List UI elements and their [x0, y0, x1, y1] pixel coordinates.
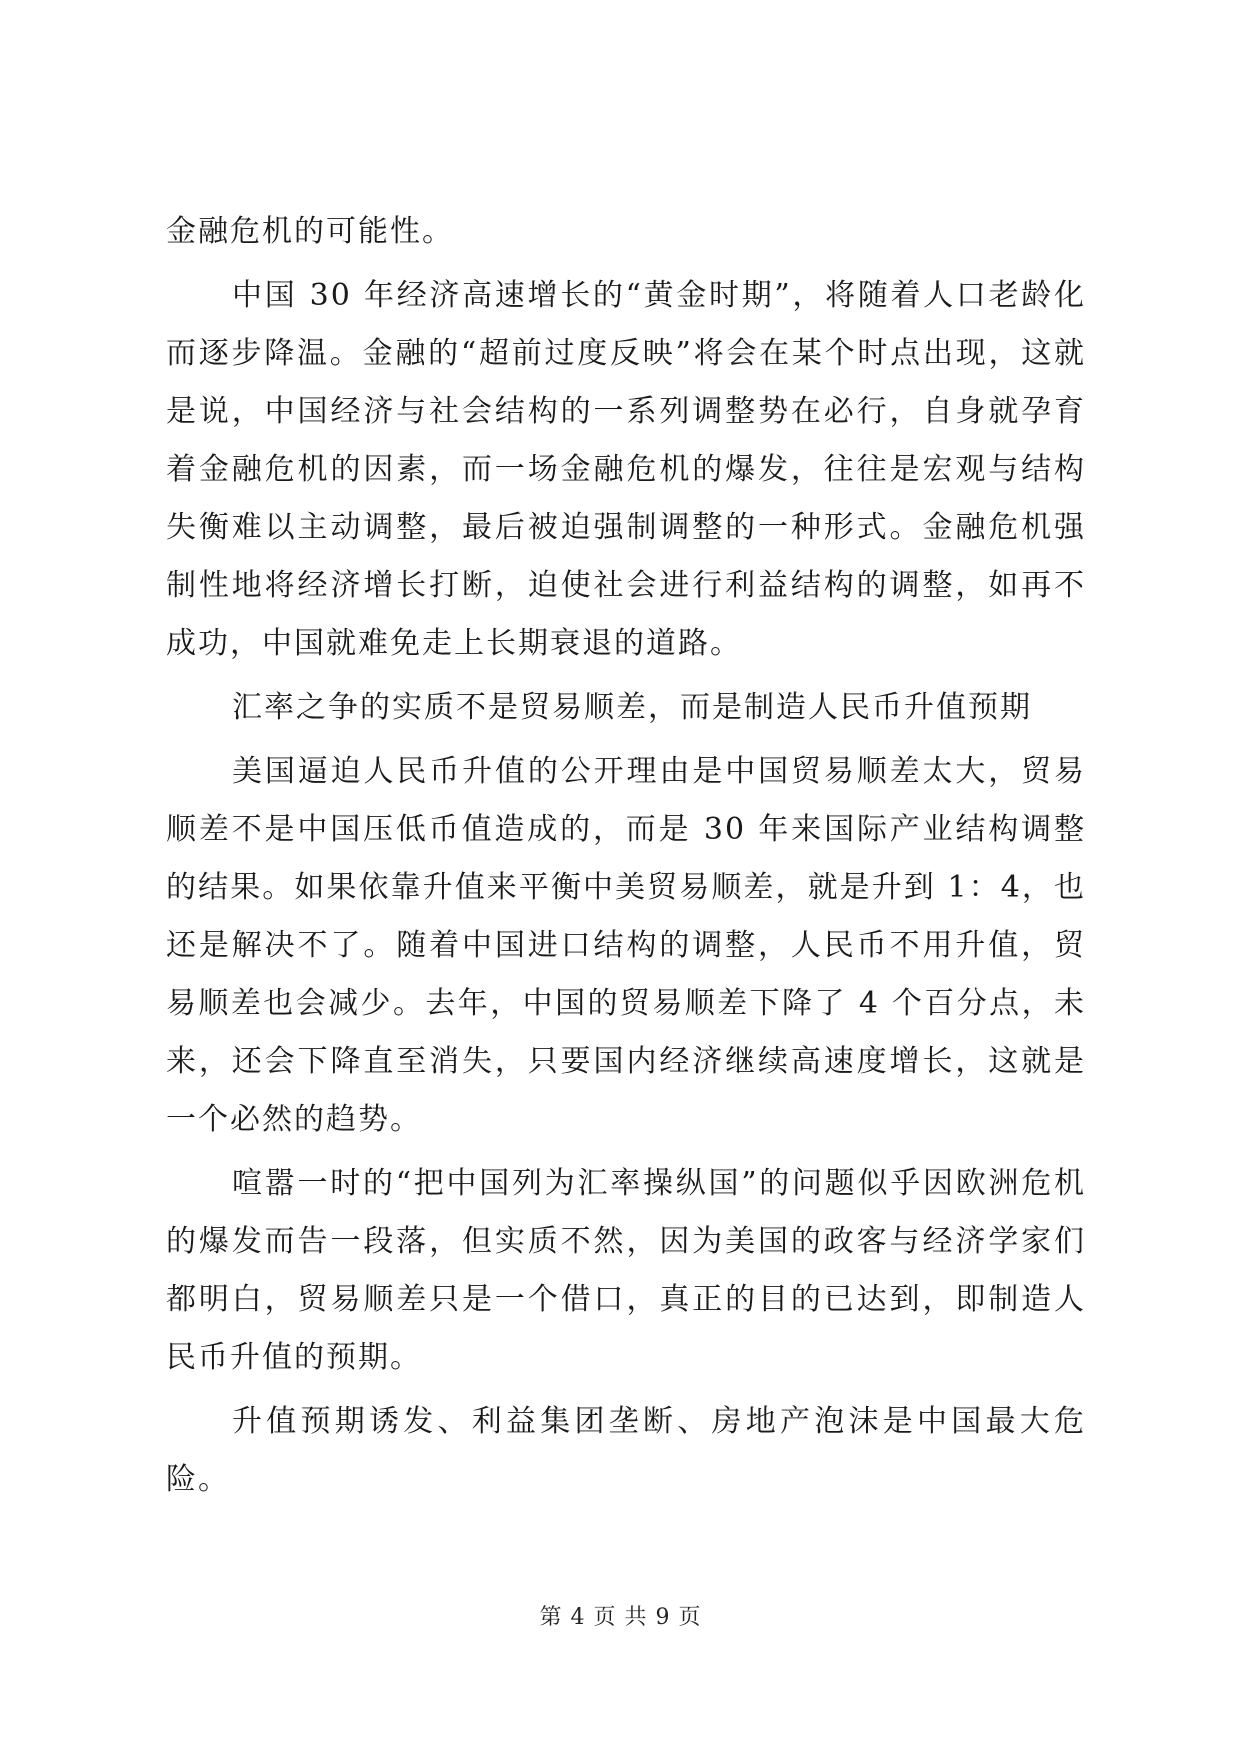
paragraph-6: 升值预期诱发、利益集团垄断、房地产泡沫是中国最大危险。 — [166, 1404, 1086, 1497]
paragraph-4: 美国逼迫人民币升值的公开理由是中国贸易顺差太大，贸易顺差不是中国压低币值造成的，而是 30 年来国际产业结构调整的结果。如果依靠升值来平衡中美贸易顺差，就是升到 1：4，也还是解决不了。随着中国进口结构的调整，人民币不用升值，贸易顺差也会减少。去年，中国的贸易顺差下降了 4 个百分点，未来，还会下降直至消失，只要国内经济继续高速度增长，这就是一个必然的趋势。 — [166, 754, 1086, 1137]
page-footer: 第 4 页 共 9 页 — [539, 1605, 702, 1630]
body-text — [166, 203, 1086, 1515]
paragraph-1: 金融危机的可能性。 — [166, 214, 454, 249]
paragraph-3: 汇率之争的实质不是贸易顺差，而是制造人民币升值预期 — [232, 690, 1032, 725]
paragraph-2: 中国 30 年经济高速增长的“黄金时期”，将随着人口老龄化而逐步降温。金融的“超前过度反映”将会在某个时点出现，这就是说，中国经济与社会结构的一系列调整势在必行，自身就孕育着金融危机的因素，而一场金融危机的爆发，往往是宏观与结构失衡难以主动调整，最后被迫强制调整的一种形式。金融危机强制性地将经济增长打断，迫使社会进行利益结构的调整，如再不成功，中国就难免走上长期衰退的道路。 — [166, 278, 1086, 661]
paragraph-5: 喧嚣一时的“把中国列为汇率操纵国”的问题似乎因欧洲危机的爆发而告一段落，但实质不然，因为美国的政客与经济学家们都明白，贸易顺差只是一个借口，真正的目的已达到，即制造人民币升值的预期。 — [166, 1166, 1086, 1375]
